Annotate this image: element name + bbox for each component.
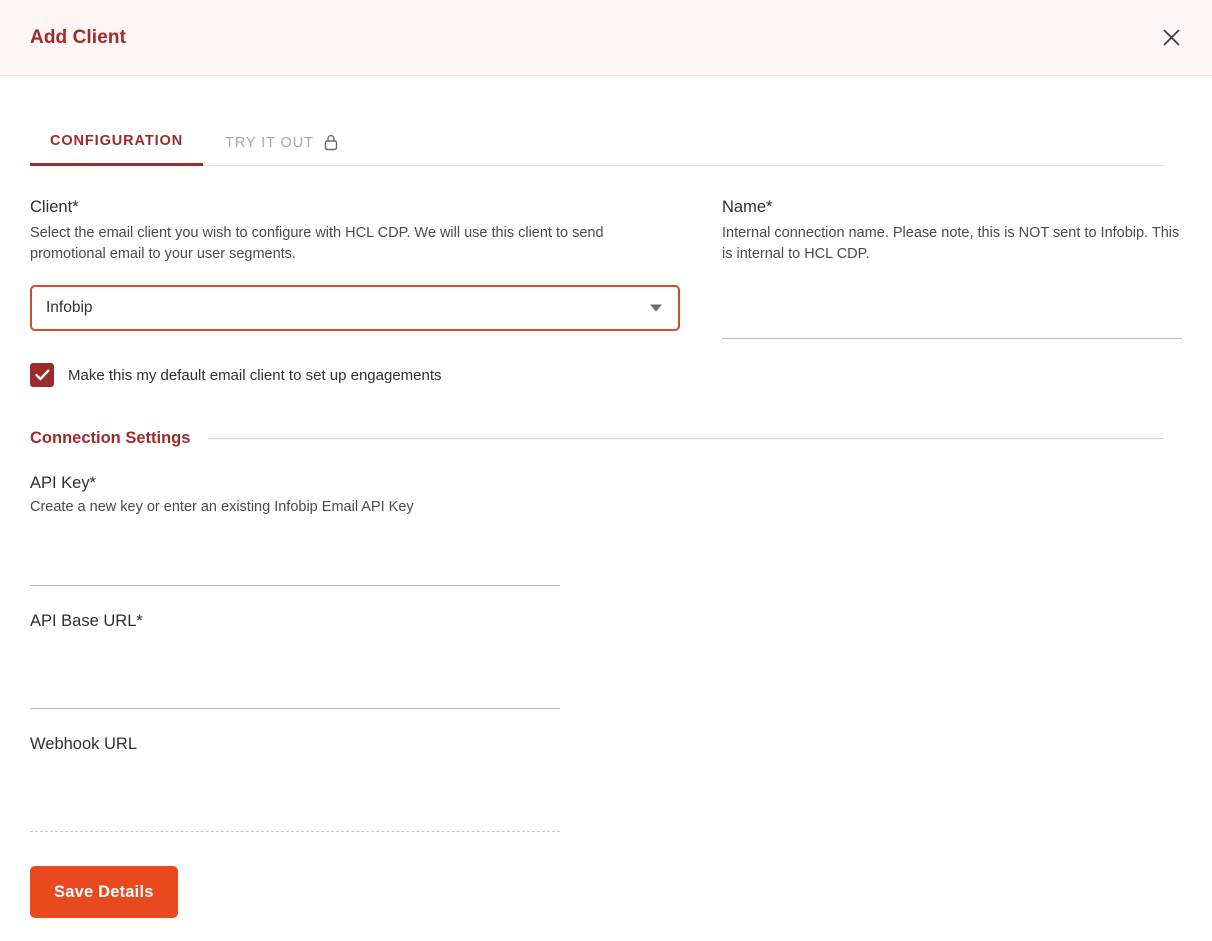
client-select[interactable] — [30, 285, 680, 331]
webhook-url-input[interactable] — [30, 798, 560, 832]
tab-try-it-out-label: TRY IT OUT — [225, 134, 314, 151]
webhook-url-field — [30, 735, 560, 832]
close-icon[interactable] — [1154, 21, 1188, 55]
tab-try-it-out[interactable] — [203, 134, 360, 165]
api-key-label: API Key* — [30, 474, 97, 492]
client-select-value: Infobip — [46, 299, 93, 316]
section-divider — [208, 438, 1164, 439]
modal-body — [0, 118, 1212, 918]
page-title: Add Client — [30, 26, 126, 48]
connection-settings-title: Connection Settings — [30, 429, 191, 447]
lock-icon — [324, 134, 338, 151]
tab-configuration-label: CONFIGURATION — [50, 133, 184, 149]
default-client-label: Make this my default email client to set up engagements — [68, 366, 442, 384]
name-input-wrap — [722, 305, 1182, 339]
webhook-url-label: Webhook URL — [30, 735, 138, 753]
api-base-url-field — [30, 612, 560, 709]
check-icon — [35, 369, 50, 381]
api-key-field — [30, 474, 560, 586]
tab-configuration[interactable] — [30, 133, 203, 166]
modal-header — [0, 0, 1212, 76]
connection-settings-header — [30, 429, 1164, 448]
api-key-description: Create a new key or enter an existing Infobip Email API Key — [30, 499, 414, 515]
api-key-input[interactable] — [30, 552, 560, 586]
default-client-row — [30, 363, 680, 387]
name-description: Internal connection name. Please note, this is NOT sent to Infobip. This is internal to HCL CDP. — [722, 225, 1180, 262]
client-description: Select the email client you wish to configure with HCL CDP. We will use this client to send promotional email to your user segments. — [30, 225, 604, 262]
name-column — [722, 198, 1182, 387]
client-label: Client* — [30, 198, 79, 216]
client-column — [30, 198, 680, 387]
api-base-url-label: API Base URL* — [30, 612, 143, 630]
name-input[interactable] — [722, 305, 1182, 339]
form-top-columns — [30, 198, 1182, 387]
close-icon-glyph — [1163, 29, 1180, 46]
name-label: Name* — [722, 198, 773, 216]
chevron-down-icon — [650, 305, 662, 312]
tab-bar — [30, 118, 1164, 166]
api-base-url-input[interactable] — [30, 675, 560, 709]
save-details-button[interactable]: Save Details — [30, 866, 178, 918]
default-client-checkbox[interactable] — [30, 363, 54, 387]
